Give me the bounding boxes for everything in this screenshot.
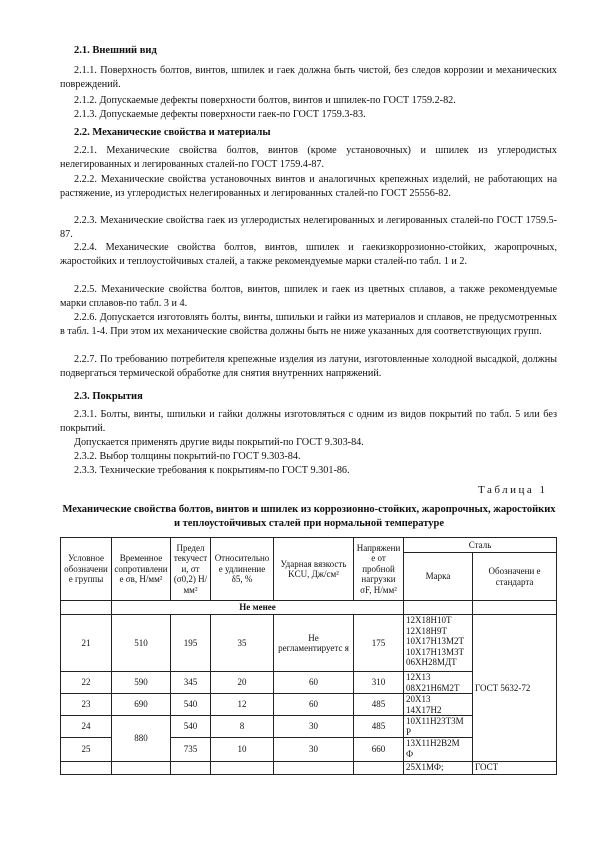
cell-elongation: 20 (211, 672, 274, 694)
header-standard: Обозначени е стандарта (473, 553, 557, 601)
table-cell (473, 601, 557, 615)
cell-stress: 485 (354, 716, 404, 738)
cell-stress: 660 (354, 738, 404, 762)
cell-grades (404, 672, 473, 694)
grade-item: 12Х13 (406, 672, 431, 682)
cell-grades (404, 716, 473, 738)
paragraph-text: 2.3.2. Выбор толщины покрытий-по ГОСТ 9.303-84. (74, 451, 301, 462)
cell-standard: ГОСТ (473, 762, 557, 775)
header-elongation: Относительно е удлинение δ5, % (211, 538, 274, 601)
section-2-2-heading: 2.2. Механические свойства и материалы (74, 127, 271, 138)
cell-yield: 540 (171, 716, 211, 738)
grade-item: 10Х17Н13М3Т (406, 646, 464, 657)
table-cell (274, 762, 354, 775)
paragraph-text: Допускается применять другие виды покрытий-по ГОСТ 9.303-84. (74, 437, 364, 448)
cell-stress: 485 (354, 694, 404, 716)
header-impact: Ударная вязкость KCU, Дж/см² (274, 538, 354, 601)
cell-group: 21 (61, 615, 112, 672)
cell-stress: 310 (354, 672, 404, 694)
paragraph-2-3-1-extra (60, 436, 557, 450)
table-row (61, 762, 557, 775)
paragraph-2-2-5 (60, 283, 557, 310)
mechanical-properties-table (60, 537, 557, 775)
cell-grades (404, 615, 473, 672)
table-cell (171, 762, 211, 775)
cell-group: 25 (61, 738, 112, 762)
cell-standard: ГОСТ 5632-72 (473, 615, 557, 762)
paragraph-text: 2.1.3. Допускаемые дефекты поверхности гаек-по ГОСТ 1759.3-83. (74, 109, 366, 120)
paragraph-text: 2.3.3. Технические требования к покрытиям-по ГОСТ 9.301-86. (74, 465, 350, 476)
header-grade: Марка (404, 553, 473, 601)
paragraph-2-2-1 (60, 144, 557, 171)
cell-group: 23 (61, 694, 112, 716)
paragraph-text: 2.1.1. Поверхность болтов, винтов, шпилек и гаек должна быть чистой, без следов коррозии и механических повреждений. (60, 65, 557, 90)
header-stress: Напряжени е от пробной нагрузки σF, Н/мм² (354, 538, 404, 601)
grade-item: 12Х18Н10Т (406, 615, 452, 625)
cell-impact: Не регламентируетс я (274, 615, 354, 672)
table-cell (211, 762, 274, 775)
cell-impact: 30 (274, 716, 354, 738)
header-tensile: Временное сопротивлени е σв, Н/мм² (112, 538, 171, 601)
paragraph-text: 2.3.1. Болты, винты, шпильки и гайки должны изготовляться с одним из видов покрытий по табл. 5 или без покрытий. (60, 409, 557, 434)
table-cell (112, 762, 171, 775)
cell-elongation: 10 (211, 738, 274, 762)
header-group: Условное обозначени е группы (61, 538, 112, 601)
grade-item: Ф (406, 748, 414, 759)
table-cell (61, 762, 112, 775)
cell-tensile: 510 (112, 615, 171, 672)
cell-impact: 60 (274, 672, 354, 694)
cell-tensile: 690 (112, 694, 171, 716)
paragraph-2-1-2 (60, 94, 557, 108)
table-cell (61, 601, 112, 615)
grade-item: 06ХН28МДТ (406, 657, 457, 667)
paragraph-2-3-2 (60, 450, 557, 464)
paragraph-text: 2.2.2. Механические свойства установочных винтов и аналогичных крепежных изделий, не работающих на растяжение, из углеродистых нелегированных и легированных сталей-по ГОСТ 25556-82. (60, 174, 557, 199)
header-yield: Предел текучест и, σт (σ0,2) Н/мм² (171, 538, 211, 601)
paragraph-text: 2.2.3. Механические свойства гаек из углеродистых нелегированных и легированных сталей-по ГОСТ 1759.5-87. (60, 215, 557, 240)
table-label: Таблица 1 (478, 484, 548, 496)
grade-item: 08Х21Н6М2Т (406, 682, 460, 693)
paragraph-text: 2.2.6. Допускается изготовлять болты, винты, шпильки и гайки из материалов и сплавов, не предусмотренных в табл. 1-4. При этом их механические свойства должны быть не ниже указанных для соответствующих групп. (60, 312, 557, 337)
paragraph-text: 2.2.1. Механические свойства болтов, винтов (кроме установочных) и шпилек из углеродистых нелегированных и легированных сталей-по ГОСТ 1759.4-87. (60, 145, 557, 170)
paragraph-text: 2.2.7. По требованию потребителя крепежные изделия из латуни, изготовленные холодной высадкой, должны подвергаться термической обработке для снятия внутренних напряжений. (60, 354, 557, 379)
cell-grades (404, 738, 473, 762)
cell-tensile: 880 (112, 716, 171, 762)
paragraph-2-3-1 (60, 408, 557, 435)
paragraph-2-3-3 (60, 464, 557, 478)
grade-item: 10Х17Н13М2Т (406, 636, 464, 646)
table-cell (354, 762, 404, 775)
cell-elongation: 8 (211, 716, 274, 738)
cell-yield: 345 (171, 672, 211, 694)
cell-yield: 540 (171, 694, 211, 716)
grade-item: 13Х11Н2В2М (406, 738, 460, 748)
cell-elongation: 12 (211, 694, 274, 716)
table-caption: Механические свойства болтов, винтов и шпилек из коррозионно-стойких, жаропрочных, жаростойких и теплоустойчивых сталей при нормальной температуре (62, 504, 556, 529)
section-2-1-heading: 2.1. Внешний вид (74, 45, 157, 56)
header-steel: Сталь (404, 538, 557, 553)
grade-item: 10Х11Н23Т3М (406, 716, 464, 726)
paragraph-2-2-7 (60, 353, 557, 380)
paragraph-text: 2.2.5. Механические свойства болтов, винтов, шпилек и гаек из цветных сплавов, а также рекомендуемые марки сплавов-по табл. 3 и 4. (60, 284, 557, 309)
cell-tensile: 590 (112, 672, 171, 694)
cell-stress: 175 (354, 615, 404, 672)
paragraph-2-2-6 (60, 311, 557, 338)
paragraph-text: 2.1.2. Допускаемые дефекты поверхности болтов, винтов и шпилек-по ГОСТ 1759.2-82. (74, 95, 456, 106)
paragraph-text: 2.2.4. Механические свойства болтов, винтов, шпилек и гаекизкоррозионно-стойких, жаропрочных, жаростойких и теплоустойчивых сталей, а также рекомендуемые марки сталей-по табл. 1 и 2. (60, 242, 557, 267)
table-cell (404, 601, 473, 615)
cell-grades: 25Х1МФ; (404, 762, 473, 775)
cell-yield: 735 (171, 738, 211, 762)
paragraph-2-1-1 (60, 64, 557, 91)
min-values-label: Не менее (112, 601, 404, 615)
cell-yield: 195 (171, 615, 211, 672)
paragraph-2-1-3 (60, 108, 557, 122)
grade-item: 20Х13 (406, 694, 431, 704)
cell-group: 22 (61, 672, 112, 694)
paragraph-2-2-4 (60, 241, 557, 268)
paragraph-2-2-2 (60, 173, 557, 200)
paragraph-2-2-3 (60, 214, 557, 241)
grade-item: Р (406, 726, 412, 737)
table-row (61, 615, 557, 672)
grade-item: 14Х17Н2 (406, 704, 442, 715)
cell-grades (404, 694, 473, 716)
section-2-3-heading: 2.3. Покрытия (74, 391, 143, 402)
cell-elongation: 35 (211, 615, 274, 672)
grade-item: 12Х18Н9Т (406, 625, 447, 636)
cell-group: 24 (61, 716, 112, 738)
cell-impact: 60 (274, 694, 354, 716)
cell-impact: 30 (274, 738, 354, 762)
